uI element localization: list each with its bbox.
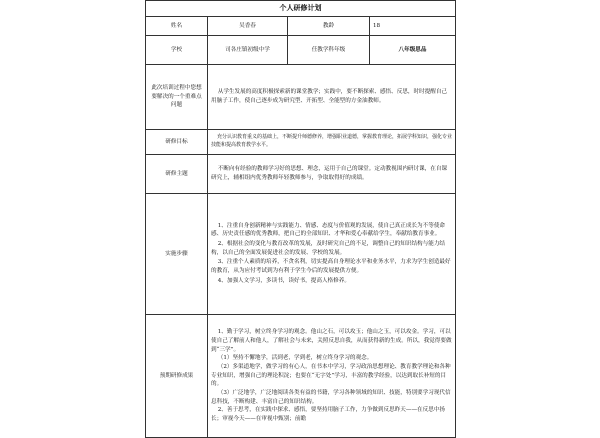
problem-text: 从学生发展的高度积极探索新的课堂教学；实践中，要不断探索、感悟、反思，时时提醒自己用脑子工作，使自己逐步成为研究型、开拓型、全能型的方金油教师。 (211, 89, 448, 104)
result-item: （3）广泛地学，广泛地阅读各类有益的书籍，学习各种领域的知识、技能，特别要学习现代信息科技，不断构建、丰富自己的知识结构。 (211, 389, 451, 405)
steps-text-cell (208, 194, 456, 315)
result-item: （1）坚持不懈地学，活到老，学到老，树立终身学习的观念。 (217, 355, 373, 362)
step-item: 1、注重自身创新精神与实践能力、情感、态度与价值观的发展，使自己真正成长为不等使命感、历史责任感的优秀教师，把自己的全部知识、才华和爱心奉献给学生，奉献给教育事业。 (211, 222, 446, 238)
theme-label: 研修主题 (146, 155, 208, 194)
results-label: 预期研修成果 (146, 315, 208, 438)
subject-grade-label: 任教学科年级 (288, 36, 370, 65)
result-item: （2）多渠道地学，做学习的有心人，在书本中学习，学习政治思想理论、教育教学理论和各种专业知识，增强自己的理论积淀；也要在“无字处”学习，丰富的教学经验，以达到取长补短的目的。 (211, 364, 451, 388)
problem-text-cell (208, 65, 456, 130)
step-item: 3、注重个人素质的培养，不贪名利，切实提高自身理论水平和业务水平，力求为学生创造最好的教育，从为应付考试到为有利于学生今后的发展提供方便。 (211, 259, 451, 274)
results-text-cell (208, 315, 456, 438)
school-value: 司各庄镇初级中学 (208, 36, 288, 65)
problem-label: 此次培训过程中您想要解决的一个重难点问题 (146, 65, 208, 130)
plan-title: 个人研修计划 (146, 1, 456, 17)
teaching-age-label: 教龄 (288, 17, 370, 36)
result-item: 1、勤于学习，树立终身学习的观念。他山之石，可以攻玉；他山之玉，可以攻金。学习，可以使自己了解前人和他人，了解社会与未来，关照反思自我，从而获得新的生成。所以，我觉得要做到“三学”。 (211, 329, 452, 353)
name-value: 吴香春 (208, 17, 288, 36)
name-label: 姓名 (146, 17, 208, 36)
subject-grade-value: 八年级思品 (370, 36, 456, 65)
step-item: 2、根据社会的变化与教育改革的发展，及时研究自己的不足，调整自己的知识结构与能力结构，以自己的全面发展促进社会的发展、学校的发展。 (211, 241, 446, 256)
theme-text: 不断向有经验的教师学习好的思想、理念，运用于自己的课堂。定动教视围内研讨课，在自课研究上，辅相组内优秀教师年轻教师参与，争取取得好的成绩。 (211, 166, 448, 181)
document-page (145, 0, 455, 422)
study-plan-table (145, 0, 456, 438)
theme-text-cell (208, 155, 456, 194)
teaching-age-value: 18 (370, 17, 456, 36)
result-item: 2、善于思考，在实践中探求、感悟，要坚持用脑子工作，力争做到反思昨天——在反思中扬长；审视今天——在审视中甄别；前瞻 (211, 407, 446, 422)
step-item: 4、加强人文学习，多读书，读好书，提高人格修养。 (217, 277, 350, 284)
goal-text: 充分认识教育重义的基础上，不断提升师德修养，增强职业道德，掌握教育理论，拓展学科知识，强化专业技能和提高教育教学水平。 (211, 134, 453, 148)
goal-label: 研修目标 (146, 130, 208, 155)
goal-text-cell (208, 130, 456, 155)
school-label: 学校 (146, 36, 208, 65)
steps-label: 实施步骤 (146, 194, 208, 315)
